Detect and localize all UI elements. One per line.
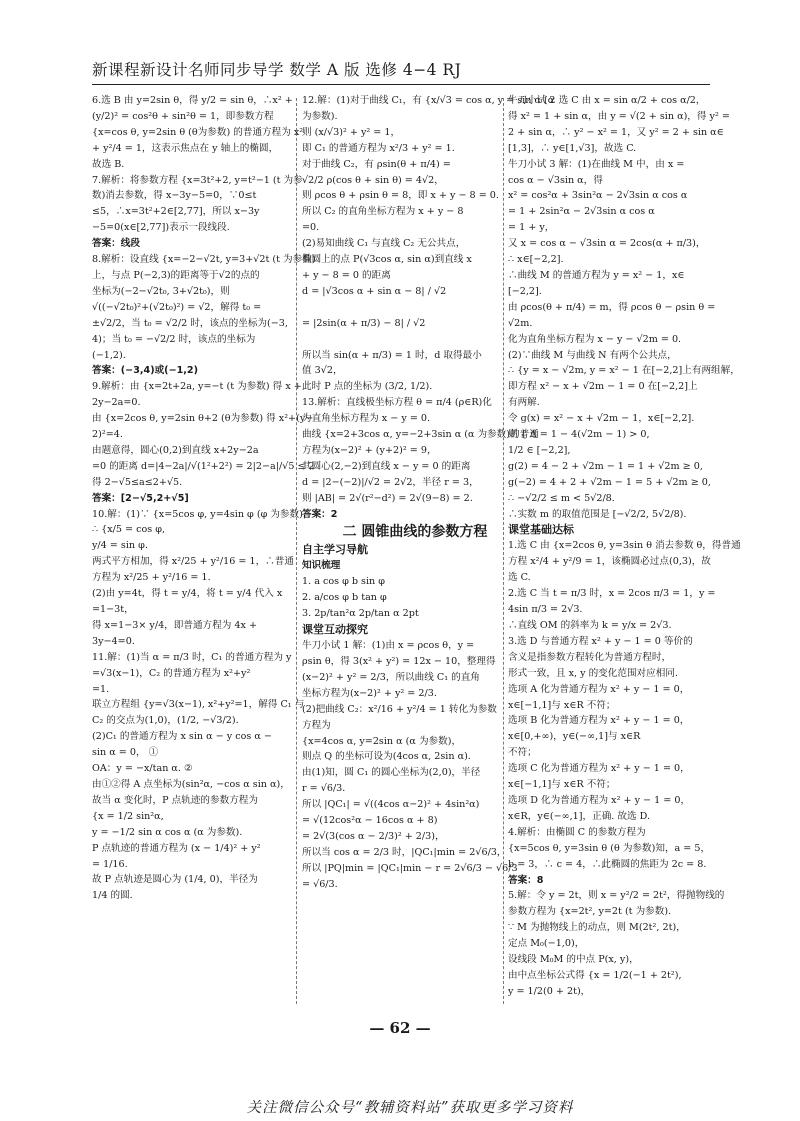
text-line: √2m. xyxy=(508,317,533,329)
text-line: 则 ρcos θ + ρsin θ = 8，即 x + y − 8 = 0. xyxy=(302,190,499,202)
text-line: 牛刀小试 1 解：(1)由 x = ρcos θ，y = xyxy=(302,640,475,652)
text-line: (2)由 y=4t，得 t = y/4，将 t = y/4 代入 x xyxy=(92,588,283,600)
text-line: ≤5，∴x=3t²+2∈[2,77]，所以 x−3y xyxy=(92,206,260,218)
text-line: 2)²=4. xyxy=(92,429,123,441)
text-line: 选项 D 化为普通方程为 x² + y − 1 = 0， xyxy=(508,794,691,806)
text-line: 由(1)知，圆 C₁ 的圆心坐标为(2,0)，半径 xyxy=(302,767,481,779)
text-line: 故 P 点轨迹是圆心为 (1/4, 0)，半径为 xyxy=(92,874,258,886)
text-line: 对于曲线 C₂，有 ρsin(θ + π/4) = xyxy=(302,158,451,170)
text-line: (2)把曲线 C₂：x²/16 + y²/4 = 1 转化为参数 xyxy=(302,703,497,715)
text-line: = √6/3. xyxy=(302,878,338,890)
text-line: [−2,2]. xyxy=(508,285,542,297)
text-line: = 1 + y， xyxy=(508,222,555,234)
text-line: 答案：8 xyxy=(508,874,544,886)
text-line: 选项 B 化为普通方程为 x² + y − 1 = 0， xyxy=(508,715,690,727)
text-line: 则 { Δ = 1 − 4(√2m − 1) > 0, xyxy=(508,429,650,441)
text-line: 由中点坐标公式得 {x = 1/2(−1 + 2t²), xyxy=(508,969,682,981)
section-title: 二 圆锥曲线的参数方程 xyxy=(342,524,488,541)
text-line: P 点轨迹的普通方程为 (x − 1/4)² + y² xyxy=(92,842,261,854)
text-line: 故当 α 变化时，P 点轨迹的参数方程为 xyxy=(92,794,258,806)
text-line: = 1/16. xyxy=(92,858,128,870)
text-line: 化为直角坐标方程为 x − y − √2m = 0. xyxy=(508,333,682,345)
text-line: 参数方程为 {x=2t², y=2t (t 为参数). xyxy=(508,906,672,918)
text-line: 4)；当 t₀ = −√2/2 时，该点的坐标为 xyxy=(92,333,256,345)
text-line: 答案：线段 xyxy=(92,238,140,250)
text-line xyxy=(302,300,500,316)
text-line: {x=5cos θ, y=3sin θ (θ 为参数)知，a = 5， xyxy=(508,842,711,854)
text-line: =0 的距离 d=|4−2a|/√(1²+2²) = 2|2−a|/√5 ≤ 2 xyxy=(92,460,315,472)
text-line: 即 C₁ 的普通方程为 x²/3 + y² = 1. xyxy=(302,142,455,154)
text-line: d = |√3cos α + sin α − 8| / √2 xyxy=(302,285,447,297)
text-line: 3.选 D 与普通方程 x² + y − 1 = 0 等价的 xyxy=(508,635,693,647)
text-line: 其圆心(2,−2)到直线 x − y = 0 的距离 xyxy=(302,460,471,472)
text-line: ∴ {y = x − √2m, y = x² − 1 在[−2,2]上有两组解， xyxy=(508,365,740,377)
subsection-heading: 课堂基础达标 xyxy=(508,523,574,537)
text-line: 1. a cos φ b sin φ xyxy=(302,576,385,588)
text-line: =1. xyxy=(92,683,110,695)
text-line: 选项 C 化为普通方程为 x² + y − 1 = 0， xyxy=(508,763,690,775)
text-line: = |2sin(α + π/3) − 8| / √2 xyxy=(302,317,426,329)
header-rule xyxy=(92,84,710,85)
text-line: C₂ 的交点为(1,0)，(1/2, −√3/2). xyxy=(92,715,239,727)
text-line: 由题意得，圆心(0,2)到直线 x+2y−2a xyxy=(92,444,259,456)
text-line: 即方程 x² − x + √2m − 1 = 0 在[−2,2]上 xyxy=(508,381,698,393)
text-line: g(2) = 4 − 2 + √2m − 1 = 1 + √2m ≥ 0, xyxy=(508,460,703,472)
text-line: 形式一致，且 x, y 的变化范围对应相同. xyxy=(508,667,678,679)
text-line: x∈[−1,1]与 x∈R 不符； xyxy=(508,699,616,711)
text-line: 所以 |PQ|min = |QC₁|min − r = 2√6/3 − √6/3 xyxy=(302,862,518,874)
text-line: 选项 A 化为普通方程为 x² + y − 1 = 0， xyxy=(508,683,690,695)
text-line: 4.解析：由椭圆 C 的参数方程为 xyxy=(508,826,646,838)
text-line: 方程为(x−2)² + (y+2)² = 9， xyxy=(302,444,437,456)
text-line: y = −1/2 sin α cos α (α 为参数). xyxy=(92,826,243,838)
text-line: 上，与点 P(−2,3)的距离等于√2的点的 xyxy=(92,269,260,281)
text-line: {x = 1/2 sin²α, xyxy=(92,810,164,822)
text-line: y/4 = sin φ. xyxy=(92,540,148,552)
text-line: x∈[0,+∞)，y∈(−∞,1]与 x∈R xyxy=(508,731,641,743)
text-line xyxy=(302,332,500,348)
text-line: 不符； xyxy=(508,747,537,759)
text-line: 为直角坐标方程为 x − y = 0. xyxy=(302,413,431,425)
text-line: 11.解：(1)当 α = π/3 时，C₁ 的普通方程为 y xyxy=(92,651,292,663)
subsection-heading: 课堂互动探究 xyxy=(302,623,368,637)
text-line: 得 2−√5≤a≤2+√5. xyxy=(92,476,183,488)
text-line: 1.选 C 由 {x=2cos θ, y=3sin θ 消去参数 θ，得普通 xyxy=(508,540,741,552)
text-line: (y/2)² = cos²θ + sin²θ = 1，即参数方程 xyxy=(92,110,274,122)
text-line: 知识梳理 xyxy=(302,560,341,572)
column-right xyxy=(508,93,741,1009)
text-line: 则 (x/√3)² + y² = 1， xyxy=(302,126,401,138)
text-line: =1−3t， xyxy=(92,604,134,615)
text-line: ∴曲线 M 的普通方程为 y = x² − 1，x∈ xyxy=(508,269,685,281)
page-number: — 62 — xyxy=(369,1019,431,1037)
text-line: 定点 M₀(−1,0)， xyxy=(508,938,585,950)
text-line: 3y−4=0. xyxy=(92,635,135,647)
text-line: (2)C₁ 的普通方程为 x sin α − y cos α − xyxy=(92,731,272,743)
text-line: =0. xyxy=(302,222,320,234)
text-line: 所以当 cos α = 2/3 时，|QC₁|min = 2√6/3， xyxy=(302,846,507,858)
text-line: 2. a/cos φ b tan φ xyxy=(302,592,387,604)
text-line: (2)易知曲线 C₁ 与直线 C₂ 无公共点， xyxy=(302,238,466,250)
text-line: + y − 8 = 0 的距离 xyxy=(302,269,391,281)
text-line: 3. 2p/tan²α 2p/tan α 2pt xyxy=(302,608,419,620)
footer-note: 关注微信公众号“教辅资料站”获取更多学习资料 xyxy=(246,1100,574,1116)
column-separator xyxy=(296,98,297,1004)
text-line: ∴实数 m 的取值范围是 [−√2/2, 5√2/8). xyxy=(508,508,687,520)
text-line: −5=0(x∈[2,77])表示一段线段. xyxy=(92,222,230,234)
column-left xyxy=(92,93,316,1009)
text-line: 13.解析：直线极坐标方程 θ = π/4 (ρ∈R)化 xyxy=(302,397,492,409)
text-line: 10.解：(1)∵ {x=5cos φ, y=4sin φ (φ 为参数)， xyxy=(92,508,313,520)
text-line: 联立方程组 {y=√3(x−1), x²+y²=1，解得 C₁ 与 xyxy=(92,699,305,711)
text-line: (x−2)² + y² = 2/3，所以曲线 C₁ 的直角 xyxy=(302,671,480,683)
text-line: 方程 x²/4 + y²/9 = 1，该椭圆必过点(0,3)，故 xyxy=(508,556,711,568)
text-line: 则点 Q 的坐标可设为(4cos α, 2sin α). xyxy=(302,751,471,763)
text-line: 由 ρcos(θ + π/4) = m，得 ρcos θ − ρsin θ = xyxy=(508,301,716,313)
text-line: 答案：[2−√5,2+√5] xyxy=(92,492,189,504)
text-line: (−1,2). xyxy=(92,349,126,361)
text-line: 所以 |QC₁| = √((4cos α−2)² + 4sin²α) xyxy=(302,799,480,811)
text-line: 所以当 sin(α + π/3) = 1 时，d 取得最小 xyxy=(302,349,482,361)
text-line: 有两解. xyxy=(508,397,540,409)
text-line: 12.解：(1)对于曲线 C₁，有 {x/√3 = cos α, y = sin α (α xyxy=(302,95,555,106)
text-line: = √(12cos²α − 16cos α + 8) xyxy=(302,815,438,827)
text-line: x∈R，y∈(−∞,1]，正确. 故选 D. xyxy=(508,810,651,822)
text-line: [1,3]，∴ y∈[1,√3]，故选 C. xyxy=(508,142,637,154)
text-line: 方程为 x²/25 + y²/16 = 1. xyxy=(92,572,211,584)
text-line: 5.解：令 y = 2t，则 x = y²/2 = 2t²，得抛物线的 xyxy=(508,890,725,902)
page-header: 新课程新设计名师同步导学 数学 A 版 选修 4−4 RJ xyxy=(92,61,462,79)
text-line: 坐标为(−2−√2t₀, 3+√2t₀)，则 xyxy=(92,285,230,297)
text-line: ρsin θ，得 3(x² + y²) = 12x − 10，整理得 xyxy=(302,656,496,667)
text-line: cos α − √3sin α，得 xyxy=(508,174,603,186)
text-line: (2)∵曲线 M 与曲线 N 有两个公共点， xyxy=(508,349,677,361)
text-line: = 2√(3(cos α − 2/3)² + 2/3)， xyxy=(302,830,445,842)
text-line: 曲线 {x=2+3cos α, y=−2+3sin α (α 为参数)的普通 xyxy=(302,429,539,441)
text-line: 9.解析：由 {x=2t+2a, y=−t (t 为参数) 得 x + xyxy=(92,381,302,393)
text-line: 含义是指参数方程转化为普通方程时， xyxy=(508,651,672,663)
text-line: 得 x² = 1 + sin α，由 y = √(2 + sin α)，得 y² = xyxy=(508,110,730,122)
text-line: 2y−2a=0. xyxy=(92,397,141,409)
text-line: =√3(x−1)，C₂ 的普通方程为 x²+y² xyxy=(92,667,251,679)
text-line: 值 3√2， xyxy=(302,365,343,377)
text-line: 4sin π/3 = 2√3. xyxy=(508,604,583,616)
text-line: 则 |AB| = 2√(r²−d²) = 2√(9−8) = 2. xyxy=(302,492,473,504)
text-line: OA：y = −x/tan α. ② xyxy=(92,763,193,775)
text-line: + y²/4 = 1，这表示焦点在 y 轴上的椭圆， xyxy=(92,142,279,154)
text-line: 牛刀小试 2 选 C 由 x = sin α/2 + cos α/2， xyxy=(508,95,706,106)
text-line: d = |2−(−2)|/√2 = 2√2，半径 r = 3， xyxy=(302,476,479,488)
text-line: 选 C. xyxy=(508,572,531,584)
text-line: 牛刀小试 3 解：(1)在曲线 M 中，由 x = xyxy=(508,158,685,170)
text-line: 8.解析：设直线 {x=−2−√2t, y=3+√2t (t 为参数) xyxy=(92,254,316,266)
text-line: 7.解析：将参数方程 {x=3t²+2, y=t²−1 (t 为参 xyxy=(92,174,303,186)
text-line: x∈[−1,1]与 x∈R 不符； xyxy=(508,779,616,791)
text-line: 两式平方相加，得 x²/25 + y²/16 = 1，∴普通 xyxy=(92,556,294,568)
text-line: 椭圆上的点 P(√3cos α, sin α)到直线 x xyxy=(302,254,472,266)
text-line: 为参数). xyxy=(302,110,338,122)
text-line: 由①②得 A 点坐标为(sin²α, −cos α sin α)， xyxy=(92,778,290,790)
text-line: 设线段 M₀M 的中点 P(x, y)， xyxy=(508,954,639,966)
text-line: x² = cos²α + 3sin²α − 2√3sin α cos α xyxy=(508,190,688,202)
text-line: 得 x=1−3× y/4，即普通方程为 4x + xyxy=(92,619,257,631)
text-line: 6.选 B 由 y=2sin θ，得 y/2 = sin θ，∴x² + xyxy=(92,95,293,106)
text-line: 令 g(x) = x² − x + √2m − 1，x∈[−2,2]. xyxy=(508,413,695,425)
text-line: ∵ M 为抛物线上的动点，则 M(2t², 2t)， xyxy=(508,922,686,934)
text-line: √2/2 ρ(cos θ + sin θ) = 4√2， xyxy=(302,174,444,186)
text-line: √((−√2t₀)²+(√2t₀)²) = √2，解得 t₀ = xyxy=(92,301,262,313)
text-line: 所以 C₂ 的直角坐标方程为 x + y − 8 xyxy=(302,206,464,218)
text-line: r = √6/3. xyxy=(302,783,346,795)
text-line: 答案：2 xyxy=(302,508,338,520)
text-line: 方程为 xyxy=(302,719,331,731)
text-line: ∴ −√2/2 ≤ m < 5√2/8. xyxy=(508,492,615,504)
text-line: = 1 + 2sin²α − 2√3sin α cos α xyxy=(508,206,655,218)
text-line: 数)消去参数，得 x−3y−5=0，∵0≤t xyxy=(92,190,257,202)
text-line: ∴ x∈[−2,2]. xyxy=(508,254,564,266)
text-line: 故选 B. xyxy=(92,158,125,170)
text-line: 2.选 C 当 t = π/3 时，x = 2cos π/3 = 1，y = xyxy=(508,588,716,600)
text-line: y = 1/2(0 + 2t)， xyxy=(508,985,591,997)
text-line: ∴直线 OM 的斜率为 k = y/x = 2√3. xyxy=(508,620,672,631)
text-line: g(−2) = 4 + 2 + √2m − 1 = 5 + √2m ≥ 0, xyxy=(508,476,711,488)
text-line: b = 3，∴ c = 4，∴此椭圆的焦距为 2c = 8. xyxy=(508,858,707,870)
text-line: 此时 P 点的坐标为 (3/2, 1/2). xyxy=(302,381,433,393)
text-line: 由 {x=2cos θ, y=2sin θ+2 (θ为参数) 得 x²+(y− xyxy=(92,413,314,425)
text-line: 坐标方程为(x−2)² + y² = 2/3. xyxy=(302,687,437,699)
text-line: ±√2/2，当 t₀ = √2/2 时，该点的坐标为(−3, xyxy=(92,317,288,329)
text-line: sin α = 0， ① xyxy=(92,747,159,759)
text-line: 1/2 ∈ [−2,2], xyxy=(508,444,571,456)
text-line: 又 x = cos α − √3sin α = 2cos(α + π/3)， xyxy=(508,238,706,250)
text-line: {x=cos θ, y=2sin θ (θ为参数) 的普通方程为 x² xyxy=(92,126,304,138)
text-line: 2 + sin α，∴ y² − x² = 1，又 y² = 2 + sin α∈ xyxy=(508,126,724,138)
text-line: 1/4 的圆. xyxy=(92,890,133,902)
subsection-heading: 自主学习导航 xyxy=(302,543,368,557)
text-line: {x=4cos α, y=2sin α (α 为参数)， xyxy=(302,735,462,747)
text-line: ∴ {x/5 = cos φ, xyxy=(92,524,166,536)
text-line: 答案：(−3,4)或(−1,2) xyxy=(92,365,198,377)
